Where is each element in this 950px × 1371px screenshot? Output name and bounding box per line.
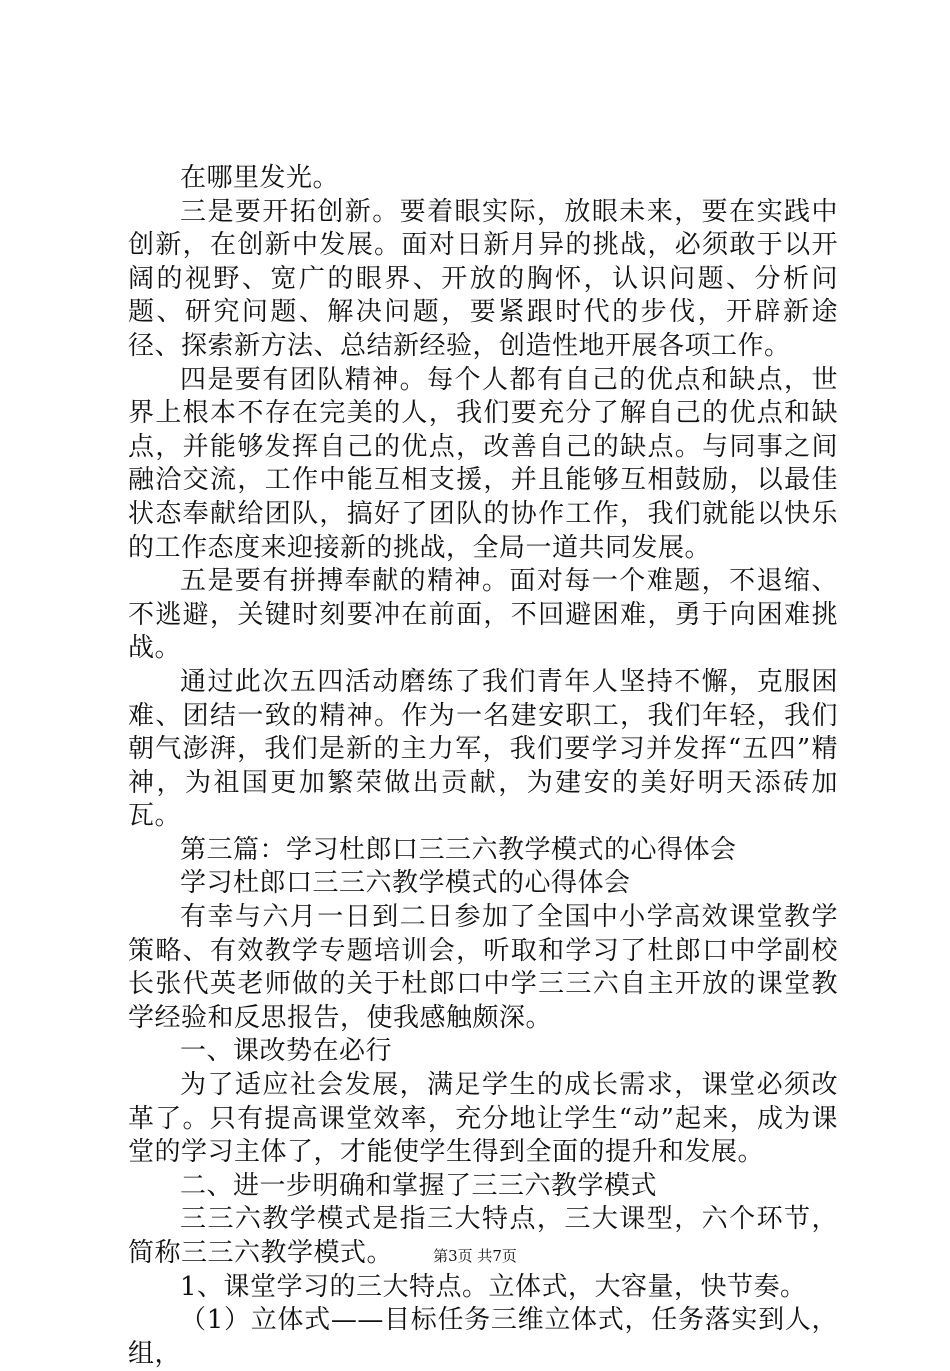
- paragraph: 为了适应社会发展，满足学生的成长需求，课堂必须改革了。只有提高课堂效率，充分地让学生“动”起来，成为课堂的学习主体了，才能使学生得到全面的提升和发展。: [128, 1070, 838, 1168]
- subheading: 一、课改势在必行: [180, 1036, 393, 1067]
- paragraph: 四是要有团队精神。每个人都有自己的优点和缺点，世界上根本不存在完美的人，我们要充分了解自己的优点和缺点，并能够发挥自己的优点，改善自己的缺点。与同事之间融洽交流，工作中能互相支援，并且能够互相鼓励，以最佳状态奉献给团队，搞好了团队的协作工作，我们就能以快乐的工作态度来迎接新的挑战，全局一道共同发展。: [128, 364, 838, 563]
- paragraph: 有幸与六月一日到二日参加了全国中小学高效课堂教学策略、有效教学专题培训会，听取和学习了杜郎口中学副校长张代英老师做的关于杜郎口中学三三六自主开放的课堂教学经验和反思报告，使我感触颇深。: [128, 902, 838, 1033]
- paragraph: 三是要开拓创新。要着眼实际，放眼未来，要在实践中创新，在创新中发展。面对日新月异的挑战，必须敢于以开阔的视野、宽广的眼界、开放的胸怀，认识问题、分析问题、研究问题、解决问题，要紧跟时代的步伐，开辟新途径、探索新方法、总结新经验，创造性地开展各项工作。: [128, 196, 838, 361]
- paragraph: 通过此次五四活动磨练了我们青年人坚持不懈，克服困难、团结一致的精神。作为一名建安职工，我们年轻，我们朝气澎湃，我们是新的主力军，我们要学习并发挥“五四”精神，为祖国更加繁荣做出贡献，为建安的美好明天添砖加瓦。: [128, 666, 838, 832]
- section-heading: 第三篇：学习杜郎口三三六教学模式的心得体会: [180, 834, 737, 865]
- document-body: [128, 162, 838, 1371]
- paragraph: 1、课堂学习的三大特点。立体式，大容量，快节奏。: [180, 1271, 807, 1302]
- paragraph: 三三六教学模式是指三大特点，三大课型，六个环节，简称三三六教学模式。: [128, 1204, 838, 1268]
- paragraph: （1）立体式——目标任务三维立体式，任务落实到人，组，: [128, 1305, 838, 1369]
- subheading: 二、进一步明确和掌握了三三六教学模式: [180, 1170, 658, 1201]
- article-title: 学习杜郎口三三六教学模式的心得体会: [180, 868, 631, 899]
- paragraph: 五是要有拼搏奉献的精神。面对每一个难题，不退缩、不逃避，关键时刻要冲在前面，不回避困难，勇于向困难挑战。: [128, 566, 838, 664]
- page-number-footer: 第3页 共7页: [433, 1247, 517, 1265]
- paragraph: 在哪里发光。: [180, 163, 340, 193]
